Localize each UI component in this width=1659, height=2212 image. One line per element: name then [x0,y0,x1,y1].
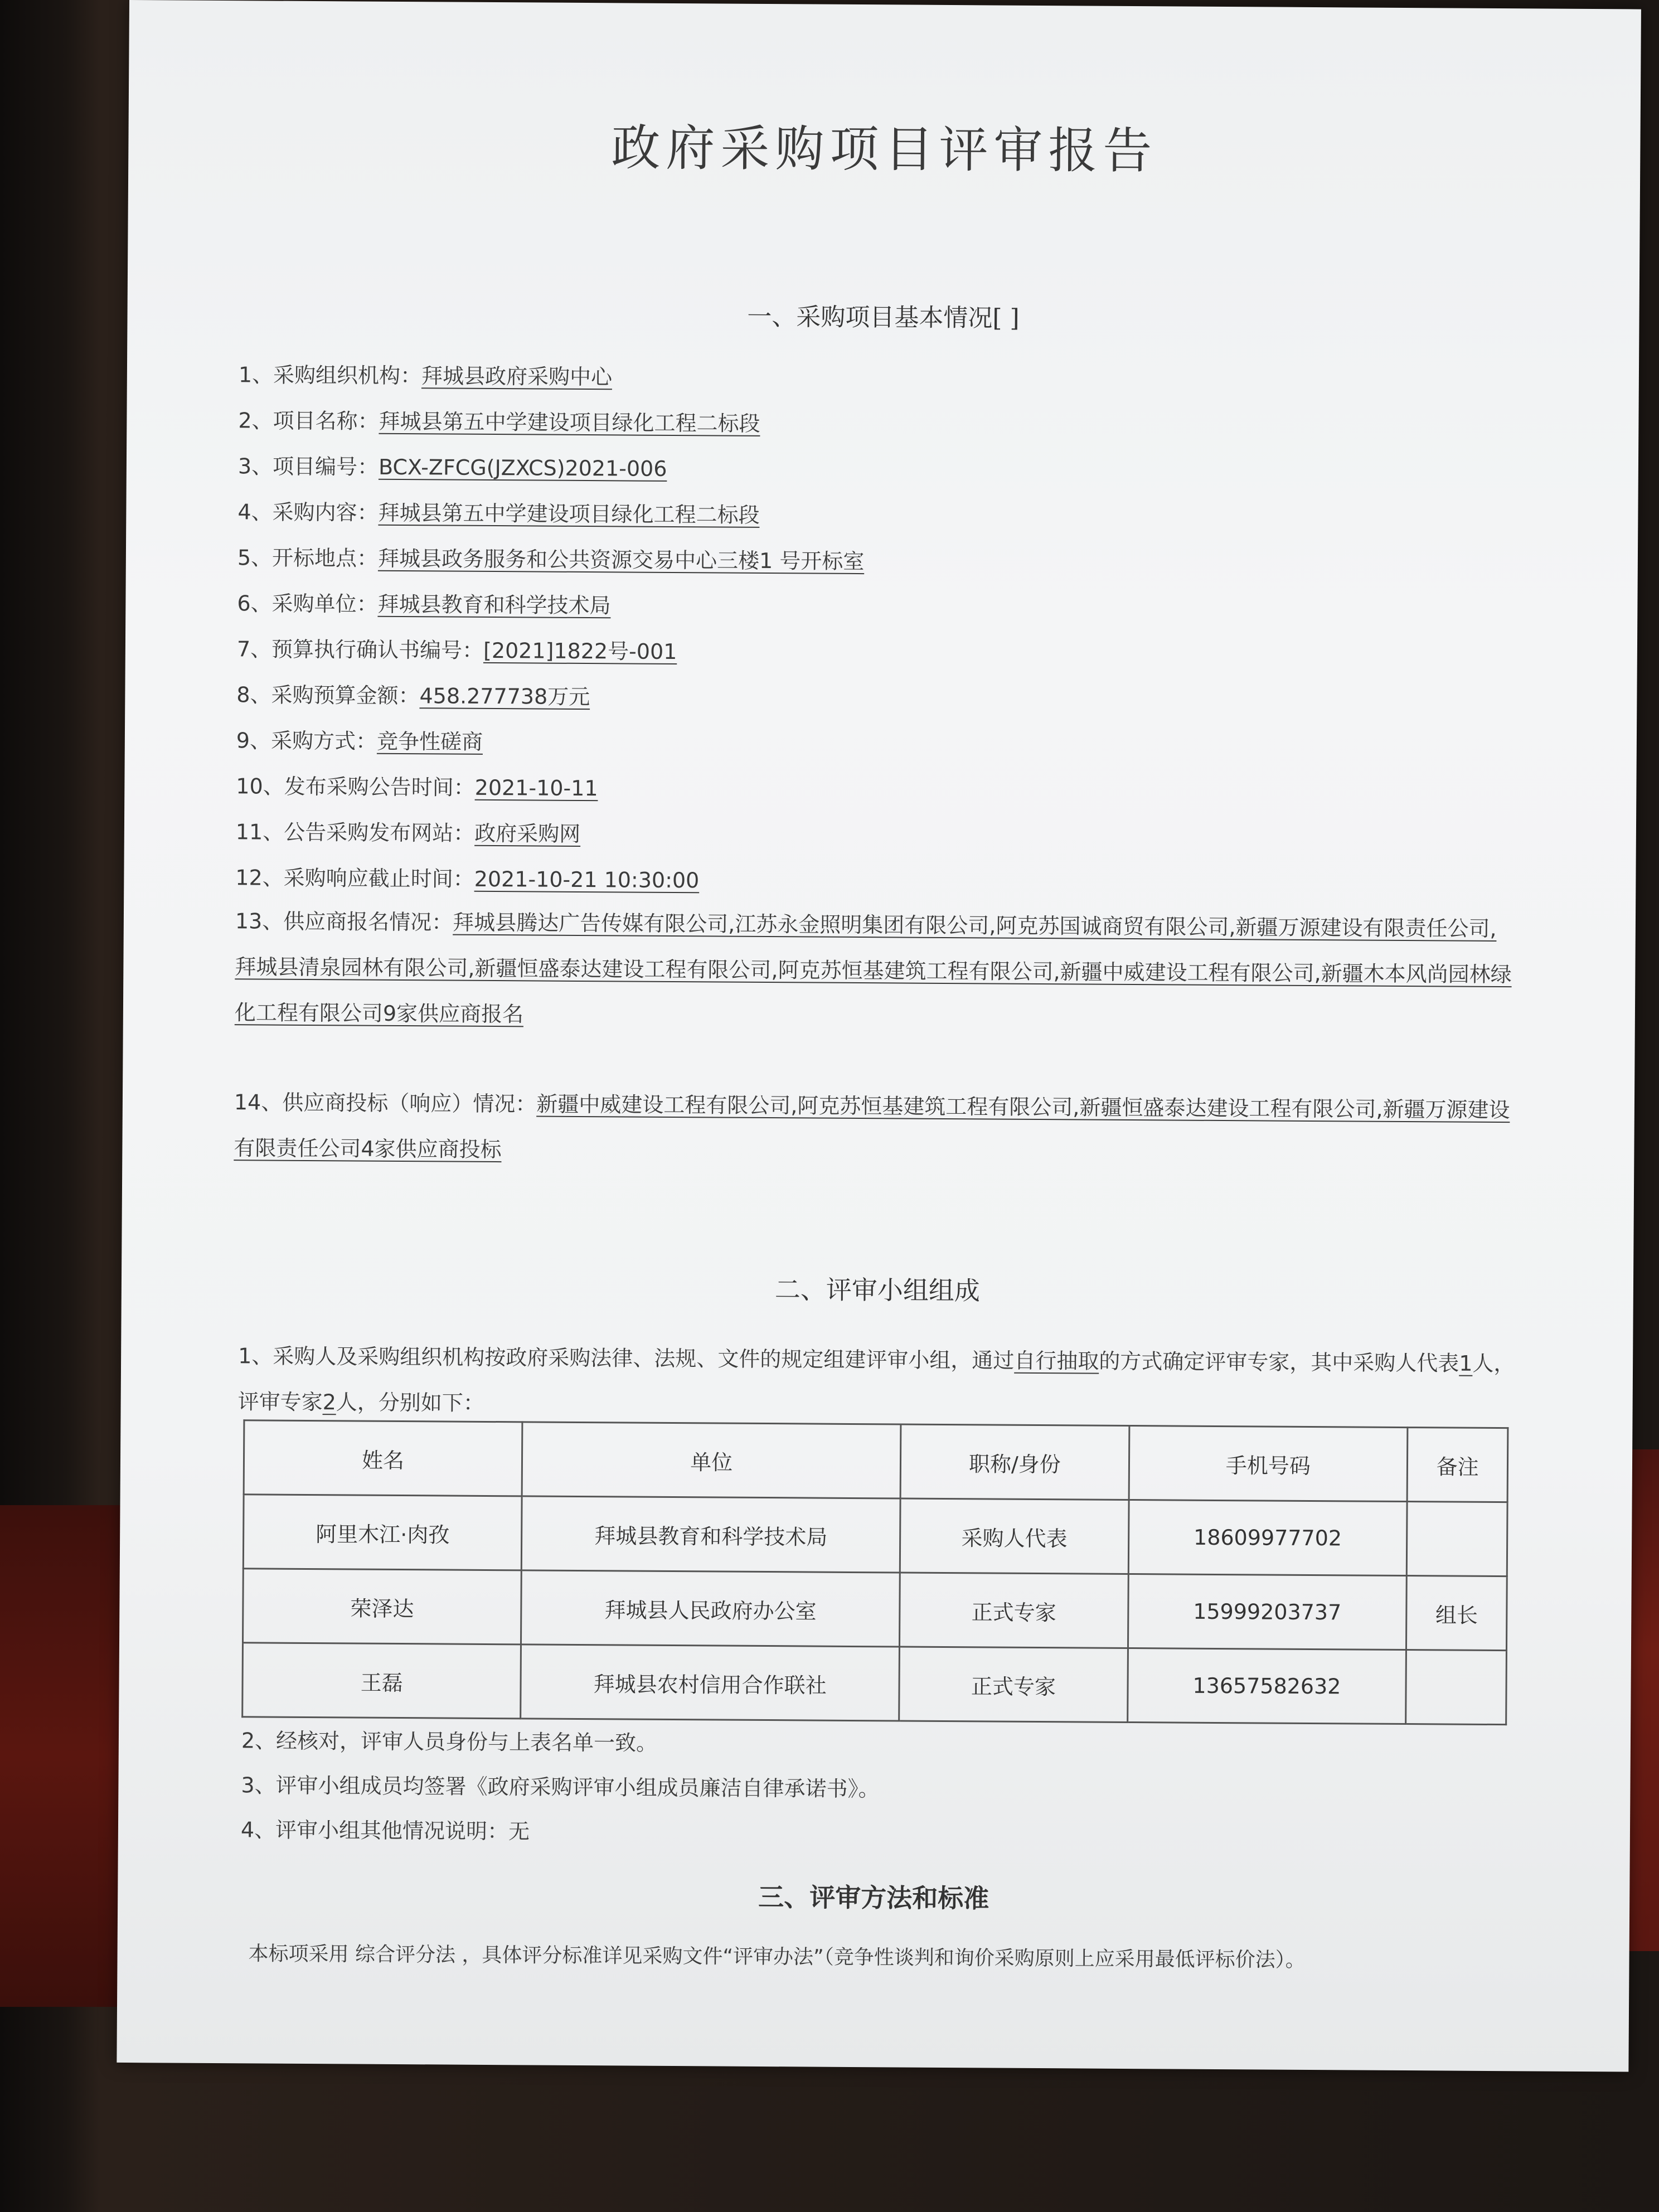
item-12: 12、采购响应截止时间：2021-10-21 10:30:00 [235,865,700,893]
item-2: 2、项目名称：拜城县第五中学建设项目绿化工程二标段 [238,408,760,436]
section2-intro: 1、采购人及采购组织机构按政府采购法律、法规、文件的规定组建评审小组，通过自行抽取的方式确定评审专家，其中采购人代表1人，评审专家2人，分别如下： [237,1343,1515,1415]
item-4: 4、采购内容：拜城县第五中学建设项目绿化工程二标段 [237,499,760,527]
table-cell: 拜城县农村信用合作联社 [521,1645,900,1721]
item-3: 3、项目编号：BCX-ZFCG(JZXCS)2021-006 [237,454,667,481]
table-cell: 拜城县教育和科学技术局 [522,1496,901,1573]
table-cell: 18609977702 [1128,1500,1407,1576]
item-5: 5、开标地点：拜城县政务服务和公共资源交易中心三楼1 号开标室 [237,545,865,574]
table-cell: 阿里木江·肉孜 [243,1495,522,1570]
note-2: 2、经核对，评审人员身份与上表名单一致。 [241,1728,658,1755]
table-header-cell: 姓名 [244,1420,522,1496]
table-header-cell: 备注 [1407,1428,1508,1502]
table-cell [1406,1650,1507,1725]
section2-heading: 二、评审小组组成 [774,1274,981,1306]
section1-heading: 一、采购项目基本情况[ ] [747,302,1020,333]
table-row [243,1495,1507,1576]
table-cell: 荣泽达 [243,1569,522,1645]
section3-text: 本标项采用 综合评分法 ，具体评分标准详见采购文件“评审办法”（竞争性谈判和询价采购原则上应采用最低评标价法）。 [248,1942,1306,1972]
table-row [242,1643,1507,1725]
table-cell: 采购人代表 [900,1498,1128,1574]
table-header-cell: 单位 [522,1422,901,1498]
table-cell: 王磊 [242,1643,521,1719]
item-9: 9、采购方式：竞争性磋商 [236,728,483,754]
table-cell [1406,1502,1507,1576]
member-table [241,1419,1508,1725]
document-page [117,0,1641,2072]
item-1: 1、采购组织机构：拜城县政府采购中心 [238,362,613,390]
note-3: 3、评审小组成员均签署《政府采购评审小组成员廉洁自律承诺书》。 [241,1773,880,1802]
table-cell: 组长 [1406,1576,1507,1651]
item-13: 13、供应商报名情况：拜城县腾达广告传媒有限公司,江苏永金照明集团有限公司,阿克苏国诚商贸有限公司,新疆万源建设有限责任公司,拜城县清泉园林有限公司,新疆恒盛泰达建设工程有限公司,阿克苏恒基建筑工程有限公司,新疆中威建设工程有限公司,新疆木本风尚园林绿化工程有限公司9家供应商报名 [234,909,1512,1027]
item-8: 8、采购预算金额：458.277738万元 [236,682,590,710]
item-6: 6、采购单位：拜城县教育和科学技术局 [237,591,611,618]
table-header-cell: 职称/身份 [900,1424,1129,1500]
table-row [243,1569,1507,1651]
item-14: 14、供应商投标（响应）情况：新疆中威建设工程有限公司,阿克苏恒基建筑工程有限公司,新疆恒盛泰达建设工程有限公司,新疆万源建设有限责任公司4家供应商投标 [234,1090,1510,1162]
table-header-row [244,1420,1508,1502]
item-7: 7、预算执行确认书编号：[2021]1822号-001 [236,637,677,664]
document-title: 政府采购项目评审报告 [611,119,1158,180]
table-cell: 正式专家 [899,1647,1128,1722]
table-cell: 拜城县人民政府办公室 [521,1570,900,1647]
table-header-cell: 手机号码 [1129,1426,1408,1502]
table-cell: 正式专家 [900,1573,1128,1648]
section3-heading: 三、评审方法和标准 [758,1881,989,1914]
table-cell: 13657582632 [1127,1648,1406,1724]
item-10: 10、发布采购公告时间：2021-10-11 [236,774,598,801]
item-11: 11、公告采购发布网站：政府采购网 [235,819,581,846]
table-cell: 15999203737 [1128,1574,1406,1650]
note-4: 4、评审小组其他情况说明：无 [240,1817,530,1844]
